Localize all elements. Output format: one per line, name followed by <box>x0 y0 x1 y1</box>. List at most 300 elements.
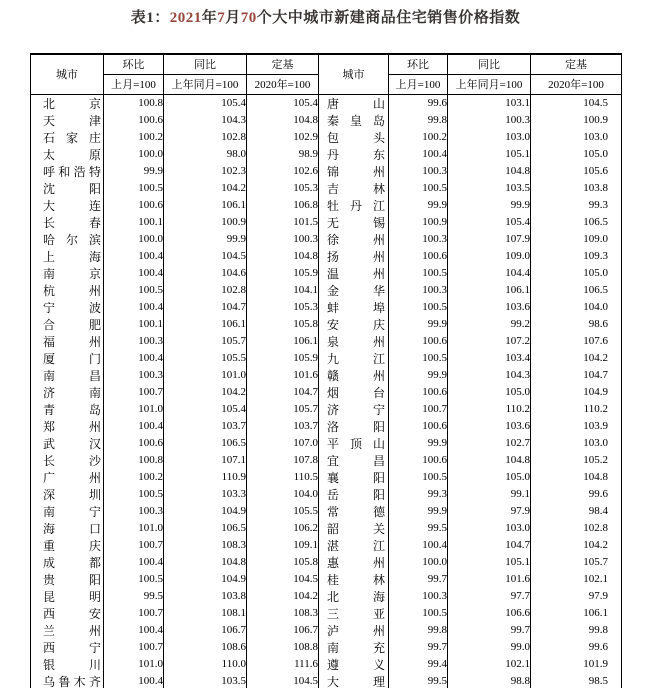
city-name-cell <box>319 180 389 197</box>
mom-value-cell: 100.2 <box>104 129 164 146</box>
table-row <box>31 180 622 197</box>
mom-value-cell: 100.6 <box>104 112 164 129</box>
fixed-base-value-cell: 99.6 <box>531 639 622 656</box>
fixed-base-value-cell: 102.9 <box>247 129 319 146</box>
yoy-value-cell: 100.3 <box>448 112 531 129</box>
fixed-base-value-cell: 105.0 <box>531 265 622 282</box>
city-name-cell <box>31 299 104 316</box>
header-mom-right: 环比 <box>389 54 448 74</box>
city-name: 洛阳 <box>327 419 385 434</box>
mom-value-cell: 100.4 <box>104 622 164 639</box>
city-name: 厦门 <box>43 351 101 366</box>
fixed-base-value-cell: 106.8 <box>247 197 319 214</box>
fixed-base-value-cell: 109.3 <box>531 248 622 265</box>
fixed-base-value-cell: 104.0 <box>531 299 622 316</box>
yoy-value-cell: 108.3 <box>164 537 247 554</box>
header-mom-base-left: 上月=100 <box>104 74 164 94</box>
fixed-base-value-cell: 105.7 <box>531 554 622 571</box>
city-name-cell <box>319 486 389 503</box>
table-row <box>31 214 622 231</box>
yoy-value-cell: 101.0 <box>164 367 247 384</box>
yoy-value-cell: 104.8 <box>164 554 247 571</box>
mom-value-cell: 100.5 <box>104 180 164 197</box>
city-name-cell <box>319 605 389 622</box>
city-name-cell <box>31 452 104 469</box>
header-row-1 <box>31 54 622 74</box>
city-name: 广州 <box>43 470 101 485</box>
yoy-value-cell: 104.5 <box>164 248 247 265</box>
city-name-cell <box>31 469 104 486</box>
yoy-value-cell: 104.7 <box>448 537 531 554</box>
city-name-cell <box>319 231 389 248</box>
city-name: 长沙 <box>43 453 101 468</box>
fixed-base-value-cell: 100.9 <box>531 112 622 129</box>
header-city-left: 城市 <box>31 54 104 94</box>
city-name: 上海 <box>43 249 101 264</box>
fixed-base-value-cell: 109.0 <box>531 231 622 248</box>
fixed-base-value-cell: 105.0 <box>531 146 622 163</box>
table-row <box>31 673 622 688</box>
mom-value-cell: 100.5 <box>389 299 448 316</box>
yoy-value-cell: 104.7 <box>164 299 247 316</box>
city-name-cell <box>319 435 389 452</box>
city-name: 石家庄 <box>43 130 101 145</box>
city-name: 哈尔滨 <box>43 232 101 247</box>
city-name: 九江 <box>327 351 385 366</box>
yoy-value-cell: 100.9 <box>164 214 247 231</box>
fixed-base-value-cell: 106.5 <box>531 214 622 231</box>
city-name-cell <box>31 94 104 112</box>
table-row <box>31 265 622 282</box>
city-name: 泸州 <box>327 623 385 638</box>
city-name-cell <box>31 231 104 248</box>
yoy-value-cell: 102.8 <box>164 129 247 146</box>
city-name: 重庆 <box>43 538 101 553</box>
fixed-base-value-cell: 107.0 <box>247 435 319 452</box>
city-name: 岳阳 <box>327 487 385 502</box>
table-row <box>31 367 622 384</box>
yoy-value-cell: 103.5 <box>164 673 247 688</box>
mom-value-cell: 100.5 <box>389 265 448 282</box>
mom-value-cell: 101.0 <box>104 520 164 537</box>
table-row <box>31 452 622 469</box>
mom-value-cell: 100.4 <box>104 673 164 688</box>
mom-value-cell: 100.3 <box>389 282 448 299</box>
fixed-base-value-cell: 98.4 <box>531 503 622 520</box>
city-name: 南充 <box>327 640 385 655</box>
yoy-value-cell: 103.0 <box>448 520 531 537</box>
city-name: 常德 <box>327 504 385 519</box>
city-name-cell <box>31 418 104 435</box>
city-name: 湛江 <box>327 538 385 553</box>
mom-value-cell: 101.0 <box>104 656 164 673</box>
table-row <box>31 469 622 486</box>
mom-value-cell: 99.5 <box>389 520 448 537</box>
city-name-cell <box>31 333 104 350</box>
yoy-value-cell: 106.1 <box>164 197 247 214</box>
city-name: 无锡 <box>327 215 385 230</box>
fixed-base-value-cell: 104.7 <box>531 367 622 384</box>
mom-value-cell: 99.9 <box>389 503 448 520</box>
city-name-cell <box>319 299 389 316</box>
mom-value-cell: 99.7 <box>389 571 448 588</box>
fixed-base-value-cell: 104.5 <box>247 571 319 588</box>
mom-value-cell: 100.7 <box>104 384 164 401</box>
fixed-base-value-cell: 104.8 <box>247 248 319 265</box>
fixed-base-value-cell: 105.2 <box>531 452 622 469</box>
mom-value-cell: 100.0 <box>104 231 164 248</box>
city-name-cell <box>319 588 389 605</box>
city-name: 太原 <box>43 147 101 162</box>
mom-value-cell: 100.9 <box>389 214 448 231</box>
city-name: 贵阳 <box>43 572 101 587</box>
header-mom-left: 环比 <box>104 54 164 74</box>
mom-value-cell: 100.4 <box>104 418 164 435</box>
yoy-value-cell: 97.7 <box>448 588 531 605</box>
mom-value-cell: 100.5 <box>389 180 448 197</box>
fixed-base-value-cell: 104.2 <box>531 350 622 367</box>
table-row <box>31 94 622 112</box>
city-name-cell <box>319 418 389 435</box>
city-name: 徐州 <box>327 232 385 247</box>
yoy-value-cell: 104.8 <box>448 163 531 180</box>
table-row <box>31 486 622 503</box>
yoy-value-cell: 103.6 <box>448 299 531 316</box>
yoy-value-cell: 104.9 <box>164 503 247 520</box>
mom-value-cell: 100.3 <box>104 333 164 350</box>
city-name: 襄阳 <box>327 470 385 485</box>
header-fixed-base-left: 2020年=100 <box>247 74 319 94</box>
table-body <box>31 94 622 688</box>
fixed-base-value-cell: 103.0 <box>531 435 622 452</box>
page-title-segment: 年 <box>201 10 218 26</box>
yoy-value-cell: 105.4 <box>164 401 247 418</box>
price-index-table <box>30 53 622 688</box>
yoy-value-cell: 99.9 <box>164 231 247 248</box>
city-name-cell <box>319 265 389 282</box>
fixed-base-value-cell: 104.9 <box>531 384 622 401</box>
yoy-value-cell: 102.8 <box>164 282 247 299</box>
page-title-segment: 个大中城市新建商品住宅销售价格指数 <box>256 10 521 26</box>
city-name-cell <box>31 350 104 367</box>
yoy-value-cell: 99.1 <box>448 486 531 503</box>
table-row <box>31 248 622 265</box>
table-row <box>31 333 622 350</box>
mom-value-cell: 100.5 <box>104 571 164 588</box>
fixed-base-value-cell: 110.2 <box>531 401 622 418</box>
yoy-value-cell: 103.0 <box>448 129 531 146</box>
fixed-base-value-cell: 111.6 <box>247 656 319 673</box>
fixed-base-value-cell: 106.1 <box>247 333 319 350</box>
yoy-value-cell: 102.3 <box>164 163 247 180</box>
fixed-base-value-cell: 102.6 <box>247 163 319 180</box>
mom-value-cell: 100.7 <box>104 605 164 622</box>
city-name: 宁波 <box>43 300 101 315</box>
mom-value-cell: 100.6 <box>389 248 448 265</box>
city-name-cell <box>319 163 389 180</box>
city-name-cell <box>31 197 104 214</box>
page-title-segment: 月 <box>225 10 241 26</box>
yoy-value-cell: 104.6 <box>164 265 247 282</box>
yoy-value-cell: 103.7 <box>164 418 247 435</box>
city-name-cell <box>319 112 389 129</box>
fixed-base-value-cell: 105.3 <box>247 299 319 316</box>
mom-value-cell: 100.5 <box>389 350 448 367</box>
yoy-value-cell: 98.0 <box>164 146 247 163</box>
city-name: 银川 <box>43 657 101 672</box>
city-name: 南宁 <box>43 504 101 519</box>
yoy-value-cell: 110.0 <box>164 656 247 673</box>
city-name-cell <box>319 94 389 112</box>
page-title-segment: 2021 <box>169 10 202 26</box>
yoy-value-cell: 106.1 <box>164 316 247 333</box>
city-name-cell <box>31 588 104 605</box>
mom-value-cell: 99.9 <box>389 316 448 333</box>
yoy-value-cell: 104.3 <box>448 367 531 384</box>
yoy-value-cell: 105.5 <box>164 350 247 367</box>
header-fixed-base-right: 2020年=100 <box>531 74 622 94</box>
yoy-value-cell: 110.2 <box>448 401 531 418</box>
yoy-value-cell: 104.9 <box>164 571 247 588</box>
table-row <box>31 299 622 316</box>
city-name-cell <box>31 163 104 180</box>
table-row <box>31 554 622 571</box>
city-name-cell <box>31 435 104 452</box>
yoy-value-cell: 105.1 <box>448 146 531 163</box>
city-name: 遵义 <box>327 657 385 672</box>
yoy-value-cell: 107.2 <box>448 333 531 350</box>
mom-value-cell: 99.5 <box>104 588 164 605</box>
city-name: 桂林 <box>327 572 385 587</box>
table-row <box>31 605 622 622</box>
header-yoy-left: 同比 <box>164 54 247 74</box>
city-name: 泉州 <box>327 334 385 349</box>
fixed-base-value-cell: 105.4 <box>247 94 319 112</box>
yoy-value-cell: 106.5 <box>164 520 247 537</box>
mom-value-cell: 100.6 <box>104 435 164 452</box>
yoy-value-cell: 107.1 <box>164 452 247 469</box>
mom-value-cell: 99.9 <box>104 163 164 180</box>
city-name: 南昌 <box>43 368 101 383</box>
city-name-cell <box>319 367 389 384</box>
mom-value-cell: 100.4 <box>104 350 164 367</box>
city-name: 昆明 <box>43 589 101 604</box>
city-name: 西宁 <box>43 640 101 655</box>
fixed-base-value-cell: 103.9 <box>531 418 622 435</box>
city-name: 长春 <box>43 215 101 230</box>
header-city-right: 城市 <box>319 54 389 94</box>
page-title-segment: 表1： <box>130 10 170 26</box>
mom-value-cell: 100.7 <box>104 639 164 656</box>
city-name-cell <box>319 316 389 333</box>
city-name: 温州 <box>327 266 385 281</box>
city-name: 锦州 <box>327 164 385 179</box>
city-name: 兰州 <box>43 623 101 638</box>
yoy-value-cell: 106.1 <box>448 282 531 299</box>
city-name: 赣州 <box>327 368 385 383</box>
city-name: 济宁 <box>327 402 385 417</box>
yoy-value-cell: 103.1 <box>448 94 531 112</box>
table-row <box>31 129 622 146</box>
yoy-value-cell: 102.1 <box>448 656 531 673</box>
mom-value-cell: 100.4 <box>104 299 164 316</box>
yoy-value-cell: 99.7 <box>448 622 531 639</box>
yoy-value-cell: 105.4 <box>448 214 531 231</box>
city-name-cell <box>31 180 104 197</box>
fixed-base-value-cell: 105.9 <box>247 350 319 367</box>
city-name-cell <box>319 452 389 469</box>
mom-value-cell: 99.9 <box>389 367 448 384</box>
table-row <box>31 503 622 520</box>
fixed-base-value-cell: 108.3 <box>247 605 319 622</box>
fixed-base-value-cell: 110.5 <box>247 469 319 486</box>
mom-value-cell: 100.0 <box>389 554 448 571</box>
yoy-value-cell: 105.1 <box>448 554 531 571</box>
mom-value-cell: 99.5 <box>389 673 448 688</box>
city-name-cell <box>319 197 389 214</box>
mom-value-cell: 100.6 <box>389 384 448 401</box>
city-name: 北京 <box>43 96 101 111</box>
mom-value-cell: 100.6 <box>389 418 448 435</box>
city-name-cell <box>319 656 389 673</box>
mom-value-cell: 100.3 <box>389 588 448 605</box>
city-name-cell <box>31 486 104 503</box>
mom-value-cell: 100.0 <box>104 146 164 163</box>
yoy-value-cell: 109.0 <box>448 248 531 265</box>
city-name: 济南 <box>43 385 101 400</box>
mom-value-cell: 100.5 <box>389 605 448 622</box>
city-name: 呼和浩特 <box>43 164 101 179</box>
yoy-value-cell: 105.0 <box>448 384 531 401</box>
city-name: 深圳 <box>43 487 101 502</box>
table-row <box>31 418 622 435</box>
table-row <box>31 401 622 418</box>
table-row <box>31 571 622 588</box>
city-name: 蚌埠 <box>327 300 385 315</box>
fixed-base-value-cell: 105.7 <box>247 401 319 418</box>
city-name: 惠州 <box>327 555 385 570</box>
mom-value-cell: 99.4 <box>389 656 448 673</box>
city-name: 成都 <box>43 555 101 570</box>
header-fixed-right: 定基 <box>531 54 622 74</box>
mom-value-cell: 100.3 <box>104 503 164 520</box>
mom-value-cell: 100.1 <box>104 316 164 333</box>
city-name-cell <box>31 316 104 333</box>
fixed-base-value-cell: 103.8 <box>531 180 622 197</box>
yoy-value-cell: 105.4 <box>164 94 247 112</box>
fixed-base-value-cell: 105.6 <box>531 163 622 180</box>
city-name-cell <box>31 112 104 129</box>
yoy-value-cell: 103.4 <box>448 350 531 367</box>
city-name: 吉林 <box>327 181 385 196</box>
fixed-base-value-cell: 106.5 <box>531 282 622 299</box>
city-name-cell <box>319 520 389 537</box>
yoy-value-cell: 98.8 <box>448 673 531 688</box>
yoy-value-cell: 105.7 <box>164 333 247 350</box>
table-row <box>31 163 622 180</box>
yoy-value-cell: 103.8 <box>164 588 247 605</box>
fixed-base-value-cell: 98.9 <box>247 146 319 163</box>
table-row <box>31 435 622 452</box>
fixed-base-value-cell: 105.5 <box>247 503 319 520</box>
city-name: 包头 <box>327 130 385 145</box>
yoy-value-cell: 108.1 <box>164 605 247 622</box>
fixed-base-value-cell: 102.8 <box>531 520 622 537</box>
city-name-cell <box>319 401 389 418</box>
city-name-cell <box>31 214 104 231</box>
fixed-base-value-cell: 101.6 <box>247 367 319 384</box>
yoy-value-cell: 102.7 <box>448 435 531 452</box>
mom-value-cell: 100.3 <box>104 367 164 384</box>
page-title-segment: 70 <box>240 10 257 26</box>
fixed-base-value-cell: 105.3 <box>247 180 319 197</box>
fixed-base-value-cell: 101.5 <box>247 214 319 231</box>
fixed-base-value-cell: 99.3 <box>531 197 622 214</box>
city-name-cell <box>31 265 104 282</box>
city-name-cell <box>31 282 104 299</box>
fixed-base-value-cell: 104.1 <box>247 282 319 299</box>
yoy-value-cell: 104.8 <box>448 452 531 469</box>
city-name: 西安 <box>43 606 101 621</box>
city-name: 金华 <box>327 283 385 298</box>
fixed-base-value-cell: 103.7 <box>247 418 319 435</box>
table-row <box>31 588 622 605</box>
fixed-base-value-cell: 99.6 <box>531 486 622 503</box>
mom-value-cell: 99.8 <box>389 112 448 129</box>
mom-value-cell: 99.9 <box>389 435 448 452</box>
city-name-cell <box>31 248 104 265</box>
table-row <box>31 112 622 129</box>
fixed-base-value-cell: 104.2 <box>247 588 319 605</box>
city-name-cell <box>319 333 389 350</box>
yoy-value-cell: 104.3 <box>164 112 247 129</box>
city-name: 天津 <box>43 113 101 128</box>
mom-value-cell: 100.7 <box>104 537 164 554</box>
city-name-cell <box>31 367 104 384</box>
yoy-value-cell: 103.5 <box>448 180 531 197</box>
fixed-base-value-cell: 104.5 <box>247 673 319 688</box>
mom-value-cell: 99.7 <box>389 639 448 656</box>
city-name-cell <box>31 554 104 571</box>
city-name-cell <box>31 639 104 656</box>
city-name: 扬州 <box>327 249 385 264</box>
yoy-value-cell: 105.0 <box>448 469 531 486</box>
header-yoy-right: 同比 <box>448 54 531 74</box>
fixed-base-value-cell: 107.8 <box>247 452 319 469</box>
page-title-segment: 7 <box>217 10 226 26</box>
yoy-value-cell: 101.6 <box>448 571 531 588</box>
fixed-base-value-cell: 98.6 <box>531 316 622 333</box>
city-name-cell <box>319 469 389 486</box>
city-name: 宜昌 <box>327 453 385 468</box>
mom-value-cell: 99.8 <box>389 622 448 639</box>
fixed-base-value-cell: 109.1 <box>247 537 319 554</box>
table-row <box>31 316 622 333</box>
mom-value-cell: 100.8 <box>104 94 164 112</box>
city-name-cell <box>31 384 104 401</box>
mom-value-cell: 99.3 <box>389 486 448 503</box>
city-name: 大连 <box>43 198 101 213</box>
header-yoy-base-right: 上年同月=100 <box>448 74 531 94</box>
mom-value-cell: 100.4 <box>104 265 164 282</box>
price-index-table-container <box>30 53 622 688</box>
mom-value-cell: 100.8 <box>104 452 164 469</box>
yoy-value-cell: 103.6 <box>448 418 531 435</box>
fixed-base-value-cell: 99.8 <box>531 622 622 639</box>
city-name-cell <box>319 214 389 231</box>
yoy-value-cell: 99.2 <box>448 316 531 333</box>
table-row <box>31 197 622 214</box>
